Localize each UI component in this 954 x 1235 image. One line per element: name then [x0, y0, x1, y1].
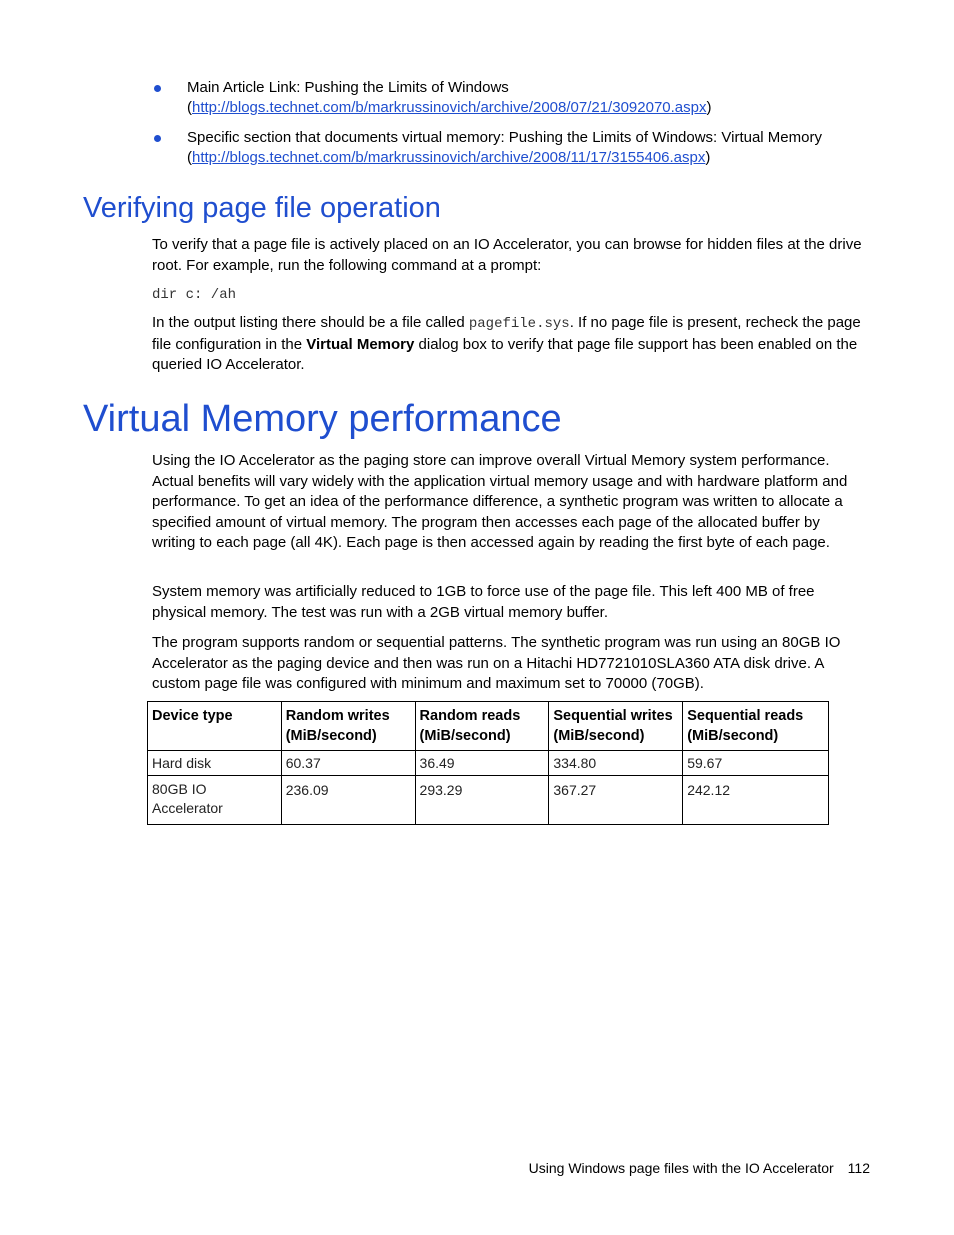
list-item: [152, 128, 872, 168]
reference-list: [152, 78, 872, 178]
paren-open: (: [187, 99, 192, 116]
table-row: [148, 776, 829, 825]
vm-paragraph-3: The program supports random or sequential patterns. The synthetic program was run using an 80GB IO Accelerator as the paging device and then was run on a Hitachi HD7721010SLA360 ATA disk drive. A custom page file was configured with minimum and maximum set to 70000 (70GB).: [152, 634, 841, 692]
paren-close: ): [706, 99, 712, 116]
footer-title: Using Windows page files with the IO Accelerator: [528, 1160, 834, 1176]
column-header: Random reads (MiB/second): [415, 702, 549, 751]
table-cell: 293.29: [415, 776, 549, 825]
vm-paragraph-1: Using the IO Accelerator as the paging store can improve overall Virtual Memory system performance. Actual benefits will vary widely with the application virtual memory usage and with hardware platform and performance. To get an idea of the performance difference, a synthetic program was written to allocate a specified amount of virtual memory. The program then accesses each page of the allocated buffer by writing to each page (all 4K). Each page is then accessed again by reading the first byte of each page.: [152, 452, 848, 551]
bullet-text: Specific section that documents virtual memory: Pushing the Limits of Windows: Virtual Memory: [187, 129, 822, 146]
bullet-text: Main Article Link: Pushing the Limits of Windows: [187, 79, 509, 96]
bullet-icon: [154, 135, 161, 142]
table-cell: 60.37: [281, 751, 415, 776]
section-heading-verifying: Verifying page file operation: [83, 192, 441, 224]
vm-paragraph-2: System memory was artificially reduced to 1GB to force use of the page file. This left 400 MB of free physical memory. The test was run with a 2GB virtual memory buffer.: [152, 583, 815, 621]
bullet-icon: [154, 85, 161, 92]
column-header: Sequential reads (MiB/second): [683, 702, 829, 751]
section-heading-vm-performance: Virtual Memory performance: [83, 398, 562, 440]
column-header: Device type: [148, 702, 282, 751]
command-example: dir c: /ah: [152, 287, 237, 303]
article-link[interactable]: http://blogs.technet.com/b/markrussinovich/archive/2008/07/21/3092070.aspx: [192, 99, 707, 116]
table-cell: 334.80: [549, 751, 683, 776]
dialog-name: Virtual Memory: [306, 335, 415, 353]
table-row: [148, 751, 829, 776]
table-header-row: [148, 702, 829, 751]
table-cell: 242.12: [683, 776, 829, 825]
verify-paragraph: To verify that a page file is actively placed on an IO Accelerator, you can browse for hidden files at the drive root. For example, run the following command at a prompt:: [152, 236, 862, 274]
table-cell: 80GB IO Accelerator: [148, 776, 282, 825]
paren-open: (: [187, 149, 192, 166]
filename-code: pagefile.sys: [468, 316, 570, 332]
text-span: In the output listing there should be a file called: [152, 314, 469, 331]
table-cell: 36.49: [415, 751, 549, 776]
performance-table: [147, 701, 829, 825]
paren-close: ): [705, 149, 711, 166]
table-cell: 367.27: [549, 776, 683, 825]
table-cell: 236.09: [281, 776, 415, 825]
text-span: dialog box to verify that page file support has been enabled on the queried IO Accelerator.: [152, 335, 858, 373]
table-cell: 59.67: [683, 751, 829, 776]
page-number: 112: [847, 1160, 870, 1176]
virtual-memory-link[interactable]: http://blogs.technet.com/b/markrussinovich/archive/2008/11/17/3155406.aspx: [192, 149, 706, 166]
text-span: . If no page file is present, recheck the page file configuration in the: [152, 314, 861, 353]
list-item: [152, 78, 872, 118]
table-cell: Hard disk: [148, 751, 282, 776]
output-paragraph: [152, 313, 864, 376]
page-footer: [529, 1158, 870, 1178]
column-header: Sequential writes (MiB/second): [549, 702, 683, 751]
column-header: Random writes (MiB/second): [281, 702, 415, 751]
